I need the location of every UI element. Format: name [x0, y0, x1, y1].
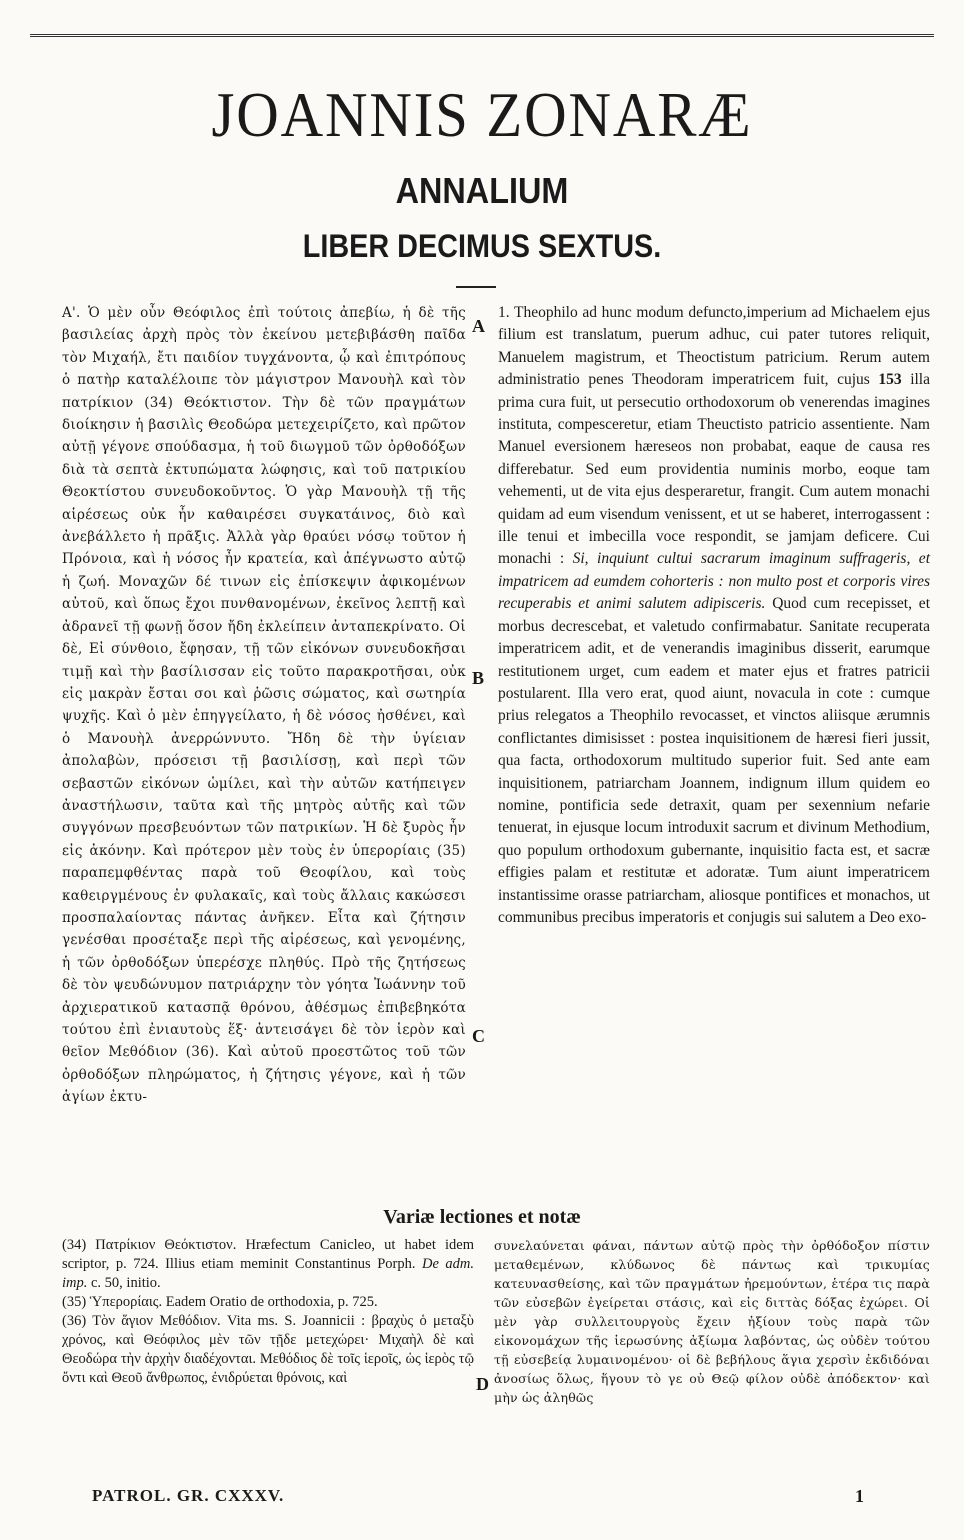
- page-footer: [92, 1486, 864, 1510]
- latin-column: [498, 302, 930, 929]
- heading-rule: [456, 286, 496, 288]
- page-title: JOANNIS ZONARÆ: [211, 79, 753, 150]
- latin-text-part-3: Quod cum recepisset, et morbus decrescebat, et valetudo confirmabatur. Sanitate recuperata imperatricem adit, et de venerandis imaginibus disserit, earumque restitutionem urget, cum eadem et mater ejus et fratres patricii postularent. Illa vero erat, quod aiunt, novacula in cote : cumque prius relegatos a Theophilo revocasset, et vinctos aliisque ærumnis conflictantes dimisisset : postea inquisitionem de hæresi fieri jussit, qua facta, orthodoxorum multitudo superior fuit. Sed ante eam inquisitionem, patriarcham Joannem, indignum illum quidem eo nomine, pontificia sede detraxit, quam per sexennium nefarie tenuerat, in ejusque locum introduxit sacrum et divinum Methodium, quo populum orthodoxum gubernante, inquisitio facta est, et sacræ effigies palam et restitutæ et adoratæ. Tum aiunt imperatricem instantissime orasse patriarcham, aliosque pontifices et monachos, ut communibus precibus imperatoris et conjugis sui salutem a Deo exo-: [498, 595, 930, 926]
- note-34-italic: De adm. imp.: [62, 1256, 474, 1291]
- margin-letter-d: D: [476, 1374, 489, 1394]
- page-subtitle: ANNALIUM: [395, 170, 569, 211]
- margin-letter-c: C: [472, 1026, 485, 1046]
- note-34-end: c. 50, initio.: [91, 1275, 161, 1291]
- footer-page-number: 1: [855, 1486, 864, 1506]
- top-double-rule: [30, 34, 934, 37]
- margin-letter-b: B: [472, 668, 485, 688]
- note-35: (35) Ὑπερορίαις. Eadem Oratio de orthodoxia, p. 725.: [62, 1294, 378, 1310]
- notes-left-column: [62, 1236, 474, 1388]
- margin-letter-a: A: [472, 316, 485, 336]
- column-number: 153: [878, 371, 902, 389]
- note-34-text: (34) Πατρίκιον Θεόκτιστον. Hræfectum Canicleo, ut habet idem scriptor, p. 724. Illius etiam meminit Constantinus Porph.: [62, 1237, 474, 1272]
- latin-text-part-2: illa prima cura fuit, ut persecutio orthodoxorum ob venerendas imagines instituta, compesceretur, etiam Theuctisto patricio assentiente. Nam Manuel eversionem hæreseos non probabat, eaque de causa res differebatur. Sed eum providentia numinis morbo, eoque tam vehementi, ut de vita ejus desperaretur, frangit. Cum autem monachi quidam ad eum visendum venissent, et ut se haberet, interrogassent : ille tenui et imbecilla voce respondit, se jamjam deficere. Cui monachi :: [498, 371, 930, 568]
- latin-paragraph: [498, 302, 930, 929]
- notes-heading: Variæ lectiones et notæ: [383, 1206, 581, 1228]
- notes-right-column: [494, 1236, 930, 1407]
- note-36-continued: συνελαύνεται φάναι, πάντων αὐτῷ πρὸς τὴν ὀρθόδοξον πίστιν μεταθεμένων, κλύδωνος δὲ πάντως καὶ τρικυμίας κατευνασθείσης, καὶ τῶν πραγμάτων ἠρεμούντων, ἑτέρα τις παρὰ τῶν εὐσεβῶν ἐγείρεται στάσις, καὶ εἰς διττὰς δόξας ἐχώρει. Οἱ μὲν γὰρ συλλειτουργοὺς ἔχειν ἠξίουν τοὺς παρὰ τῶν εἰκονομάχων τῆς ἱερωσύνης ἀξίωμα λαβόντας, ὡς οὐδὲν τούτου τῇ εὐσεβείᾳ λυμαινομένου· οἱ δὲ βεβήλους ἅγια χερσὶν ἐκδιδόναι ἀνοσίως ὅλως, ἥγουν τὸ γε οὐ Θεῷ φίλον οὐδὲ ἀπόδεκτον· καὶ μὴν ὡς ἀληθῶς: [494, 1238, 930, 1405]
- note-34: [62, 1236, 474, 1293]
- greek-column: [62, 302, 466, 1109]
- footer-series: PATROL. GR. CXXXV.: [92, 1486, 285, 1505]
- book-heading: LIBER DECIMUS SEXTUS.: [302, 228, 662, 264]
- latin-text-part-1: 1. Theophilo ad hunc modum defuncto,imperium ad Michaelem ejus filium est translatum, puerum adhuc, cui pater tutores reliquit, Manuelem magistrum, et Theoctistum patricium. Rerum autem administratio penes Theodoram imperatricem fuit, cujus: [498, 304, 930, 389]
- latin-italic-quote: Si, inquiunt cultui sacrarum imaginum suffrageris, et impatricem ad eumdem cohorteris : non multo post et corporis vires recuperabis et animi salutem adipisceris.: [498, 550, 930, 613]
- note-36: (36) Τὸν ἅγιον Μεθόδιον. Vita ms. S. Joannicii : βραχὺς ὁ μεταξὺ χρόνος, καὶ Θεόφιλος μὲν τῶν τῇδε μετεχώρει· Μιχαὴλ δὲ καὶ Θεοδώρα τὴν ἀρχὴν διαδέχονται. Μεθόδιος δὲ τοῖς ἱεροῖς, ὡς ἱερὸς τῷ ὄντι καὶ Θεοῦ ἄνθρωπος, ἐνιδρύεται θρόνοις, καὶ: [62, 1313, 474, 1386]
- greek-paragraph: Α'. Ὁ μὲν οὖν Θεόφιλος ἐπὶ τούτοις ἀπεβίω, ἡ δὲ τῆς βασιλείας ἀρχὴ πρὸς τὸν ἐκείνου μετεβιβάσθη παῖδα τὸν Μιχαήλ, ἔτι παιδίον τυγχάνοντα, ᾧ καὶ ἐπιτρόπους ὁ πατὴρ καταλέλοιπε τὸν μάγιστρον Μανουὴλ καὶ τὸν πατρίκιον (34) Θεόκτιστον. Τὴν δὲ τῶν πραγμάτων διοίκησιν ἡ βασιλὶς Θεοδώρα μετεχειρίζετο, καὶ πρῶτον αὐτῇ γέγονε σπούδασμα, ἡ τοῦ διωγμοῦ τῶν ὀρθοδόξων διὰ τὰ σεπτὰ ἐκτυπώματα λώφησις, καὶ τοῦ πατρικίου Θεοκτίστου συνευδοκοῦντος. Ὁ γὰρ Μανουὴλ τῇ τῆς αἱρέσεως οὐκ ἦν καθαιρέσει συγκατάινος, διὸ καὶ ἀνεβάλλετο ἡ πρᾶξις. Ἀλλὰ γὰρ θραύει νόσῳ τοῦτον ἡ Πρόνοια, καὶ ἡ νόσος ἦν κρατεία, καὶ ἀπέγνωστο αὐτῷ ἡ ζωή. Μοναχῶν δέ τινων εἰς ἐπίσκεψιν ἀφικομένων αὐτοῦ, καὶ ὅπως ἔχοι πυνθανομένων, ἐκεῖνος λεπτῇ καὶ ἀδρανεῖ τῇ φωνῇ ὅσον ἤδη ἐκλείπειν ἀνταπεκρίνατο. Οἱ δὲ, Εἰ σύνθοιο, ἔφησαν, τῇ τῶν εἰκόνων συνευδοκῆσαι τιμῇ καὶ τὴν βασίλισσαν εἰς τοῦτο παρακροτῆσαι, οὐκ εἰς μακρὰν ἔσται σοι καὶ ῥῶσις σώματος, καὶ σωτηρία ψυχῆς. Καὶ ὁ μὲν ἐπηγγείλατο, ἡ δὲ νόσος ἠσθένει, καὶ ὁ Μανουὴλ ἀνερρώννυτο. Ἤδη δὲ τὴν ὑγίειαν ἀπολαβὼν, πρόσεισι τῇ βασιλίσσῃ, καὶ περὶ τῶν σεβαστῶν εἰκόνων ὡμίλει, καὶ τὴν αὐτῶν κατήπειγεν ἀναστήλωσιν, ταῦτα καὶ τῆς μητρὸς αὐτῆς καὶ τῶν συγγόνων πρεσβευόντων τῶν πατρικίων. Ἡ δὲ ξυρὸς ἦν εἰς ἀκόνην. Καὶ πρότερον μὲν τοὺς ἐν ὑπερορίαις (35) παραπεμφθέντας παρὰ τοῦ Θεοφίλου, καὶ τοὺς καθειργμένους ἐν φυλακαῖς, καὶ τοὺς ἄλλαις κακώσεσι προσπαλαίοντας πάντας ἀνῆκεν. Εἶτα καὶ ζήτησιν γενέσθαι προσέταξε περὶ τῆς αἱρέσεως, καὶ γενομένης, ἡ τῶν ὀρθοδόξων ὑπερέσχε πληθύς. Πρὸ τῆς ζητήσεως δὲ τὸν ψευδώνυμον πατριάρχην τὸν γόητα Ἰωάννην τοῦ ἀρχιερατικοῦ κατασπᾷ θρόνου, ἀθέσμως ἐπιβεβηκότα τούτου ἐπὶ ἐνιαυτοὺς ἕξ· ἀντεισάγει δὲ τὸν ἱερὸν καὶ θεῖον Μεθόδιον (36). Καὶ αὐτοῦ προεστῶτος τοῦ τῶν ὀρθοδόξων πληρώματος, ἡ ζήτησις γέγονε, καὶ ἡ τῶν ἁγίων ἐκτυ-: [62, 305, 466, 1106]
